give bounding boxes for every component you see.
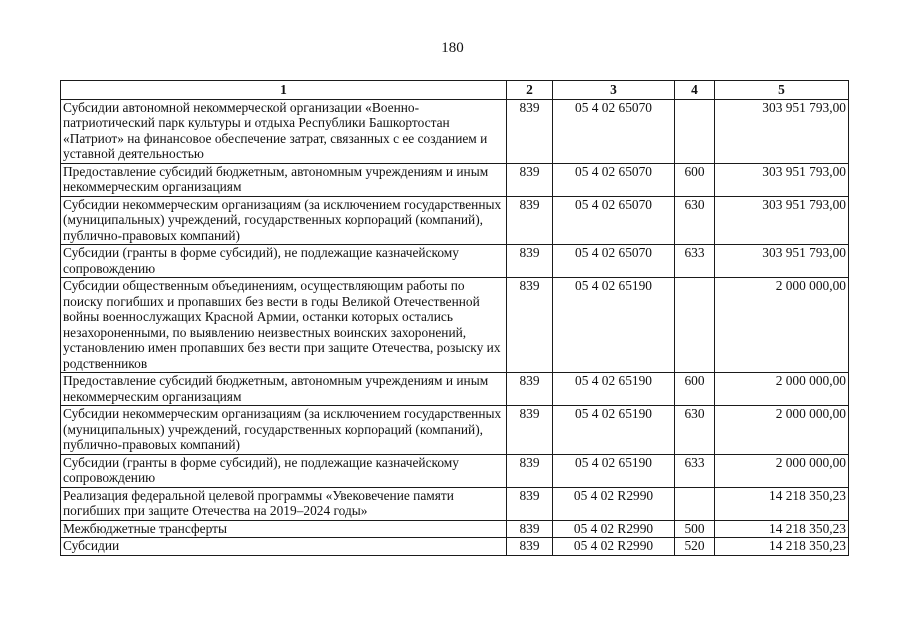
row-code: 839 <box>507 487 553 520</box>
row-name: Межбюджетные трансферты <box>61 520 507 538</box>
row-amount: 14 218 350,23 <box>715 487 849 520</box>
table-header-row <box>61 81 849 100</box>
row-name: Предоставление субсидий бюджетным, автономным учреждениям и иным некоммерческим организациям <box>61 163 507 196</box>
row-name: Субсидии некоммерческим организациям (за исключением государственных (муниципальных) учреждений, государственных корпораций (компаний), публично-правовых компаний) <box>61 406 507 455</box>
row-code: 839 <box>507 373 553 406</box>
row-code: 839 <box>507 520 553 538</box>
row-target-article: 05 4 02 65070 <box>553 245 675 278</box>
row-name: Предоставление субсидий бюджетным, автономным учреждениям и иным некоммерческим организациям <box>61 373 507 406</box>
row-expense-type: 520 <box>675 538 715 556</box>
table-row <box>61 278 849 373</box>
row-amount: 14 218 350,23 <box>715 520 849 538</box>
row-code: 839 <box>507 99 553 163</box>
row-expense-type: 630 <box>675 406 715 455</box>
column-header-target-article: 3 <box>553 81 675 100</box>
row-target-article: 05 4 02 65190 <box>553 406 675 455</box>
row-amount: 14 218 350,23 <box>715 538 849 556</box>
row-amount: 303 951 793,00 <box>715 196 849 245</box>
row-amount: 2 000 000,00 <box>715 373 849 406</box>
row-code: 839 <box>507 538 553 556</box>
row-expense-type <box>675 99 715 163</box>
row-amount: 303 951 793,00 <box>715 245 849 278</box>
row-amount: 2 000 000,00 <box>715 454 849 487</box>
row-name: Субсидии <box>61 538 507 556</box>
row-target-article: 05 4 02 R2990 <box>553 520 675 538</box>
row-amount: 303 951 793,00 <box>715 163 849 196</box>
row-amount: 303 951 793,00 <box>715 99 849 163</box>
row-expense-type: 630 <box>675 196 715 245</box>
row-expense-type: 600 <box>675 163 715 196</box>
row-expense-type: 500 <box>675 520 715 538</box>
row-target-article: 05 4 02 65190 <box>553 278 675 373</box>
row-target-article: 05 4 02 R2990 <box>553 487 675 520</box>
row-name: Субсидии общественным объединениям, осуществляющим работы по поиску погибших и пропавших без вести в годы Великой Отечественной войны военнослужащих Красной Армии, останки которых остались незахороненными, по выявлению неизвестных воинских захоронений, установлению имен пропавших без вести при защите Отечества, розыску их родственников <box>61 278 507 373</box>
table-row <box>61 406 849 455</box>
table-row <box>61 538 849 556</box>
column-header-amount: 5 <box>715 81 849 100</box>
table-row <box>61 520 849 538</box>
row-target-article: 05 4 02 65190 <box>553 373 675 406</box>
row-code: 839 <box>507 245 553 278</box>
row-name: Субсидии автономной некоммерческой организации «Военно-патриотический парк культуры и отдыха Республики Башкортостан «Патриот» на финансовое обеспечение затрат, связанных с ее созданием и уставной деятельностью <box>61 99 507 163</box>
row-expense-type <box>675 278 715 373</box>
row-code: 839 <box>507 454 553 487</box>
row-code: 839 <box>507 163 553 196</box>
column-header-name: 1 <box>61 81 507 100</box>
column-header-expense-type: 4 <box>675 81 715 100</box>
row-code: 839 <box>507 196 553 245</box>
row-target-article: 05 4 02 65070 <box>553 99 675 163</box>
row-target-article: 05 4 02 R2990 <box>553 538 675 556</box>
row-code: 839 <box>507 406 553 455</box>
table-row <box>61 163 849 196</box>
row-target-article: 05 4 02 65070 <box>553 163 675 196</box>
row-expense-type: 633 <box>675 245 715 278</box>
row-name: Субсидии (гранты в форме субсидий), не подлежащие казначейскому сопровождению <box>61 454 507 487</box>
row-expense-type: 600 <box>675 373 715 406</box>
table-row <box>61 487 849 520</box>
row-name: Субсидии некоммерческим организациям (за исключением государственных (муниципальных) учреждений, государственных корпораций (компаний), публично-правовых компаний) <box>61 196 507 245</box>
row-target-article: 05 4 02 65070 <box>553 196 675 245</box>
table-row <box>61 245 849 278</box>
row-name: Субсидии (гранты в форме субсидий), не подлежащие казначейскому сопровождению <box>61 245 507 278</box>
page-number: 180 <box>441 40 464 56</box>
budget-table <box>60 80 849 556</box>
row-code: 839 <box>507 278 553 373</box>
table-row <box>61 373 849 406</box>
row-expense-type <box>675 487 715 520</box>
row-amount: 2 000 000,00 <box>715 278 849 373</box>
column-header-code: 2 <box>507 81 553 100</box>
row-expense-type: 633 <box>675 454 715 487</box>
row-target-article: 05 4 02 65190 <box>553 454 675 487</box>
row-name: Реализация федеральной целевой программы «Увековечение памяти погибших при защите Отечества на 2019–2024 годы» <box>61 487 507 520</box>
table-row <box>61 454 849 487</box>
row-amount: 2 000 000,00 <box>715 406 849 455</box>
table-row <box>61 196 849 245</box>
table-row <box>61 99 849 163</box>
